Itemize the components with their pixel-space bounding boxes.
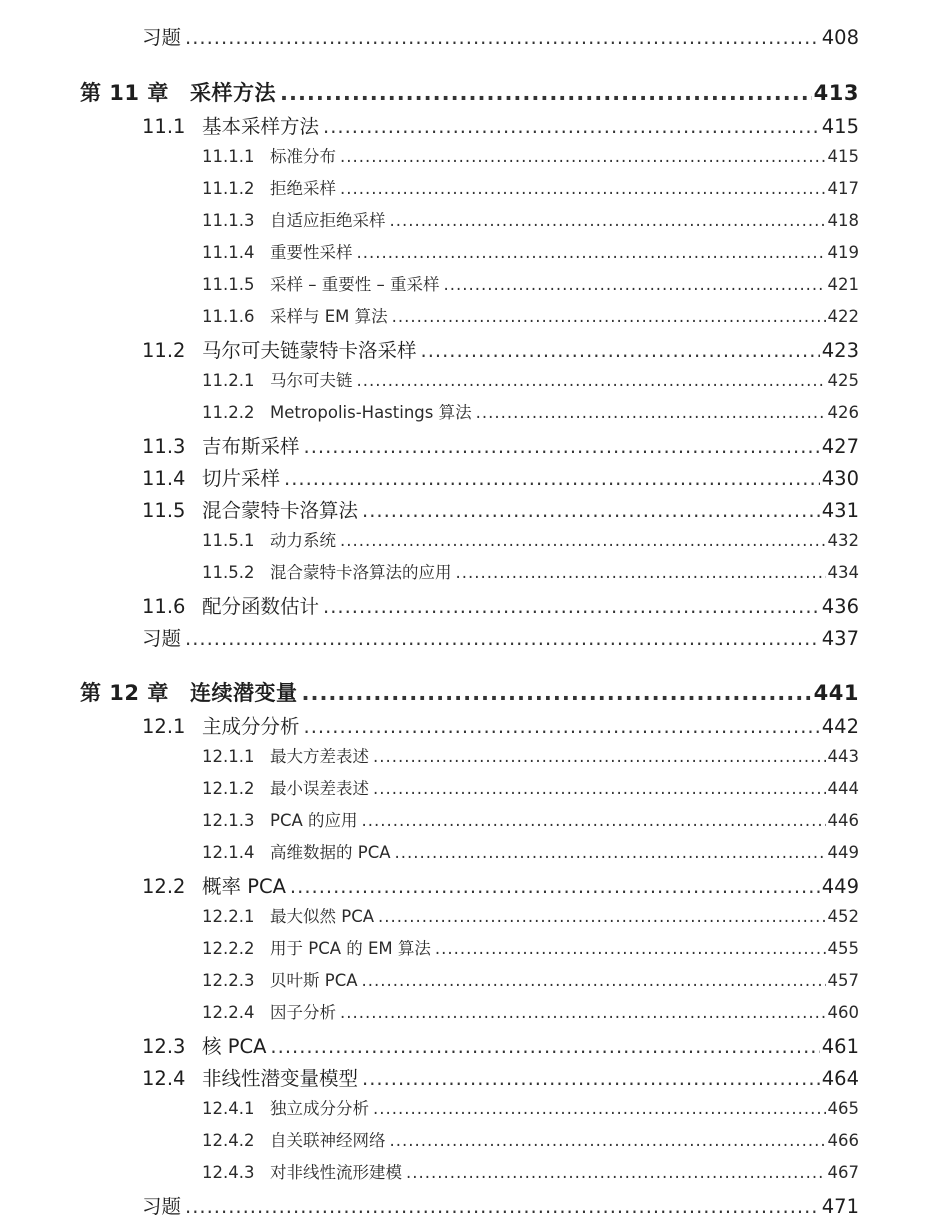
toc-entry-number: 12.2.2 [202, 939, 255, 958]
toc-entry-page: 460 [827, 1003, 859, 1022]
toc-entry-number: 12.1 [142, 715, 186, 738]
dot-leader [340, 147, 826, 166]
dot-leader [323, 115, 820, 138]
toc-entry-title: 混合蒙特卡洛算法的应用 [270, 563, 452, 582]
toc-entry-number: 12.1.1 [202, 747, 255, 766]
toc-entry-title: 切片采样 [202, 467, 281, 490]
toc-entry-page: 418 [827, 211, 859, 230]
dot-leader [362, 971, 826, 990]
dot-leader [373, 747, 826, 766]
dot-leader [340, 1003, 826, 1022]
toc-entry-number: 12.1.4 [202, 843, 255, 862]
toc-entry[interactable] [202, 303, 859, 327]
dot-leader [395, 843, 826, 862]
dot-leader [304, 435, 820, 458]
toc-entry-page: 455 [827, 939, 859, 958]
toc-chapter[interactable] [80, 677, 859, 707]
toc-entry-title: 概率 PCA [202, 875, 286, 898]
toc-entry-title: 习题 [142, 1195, 182, 1218]
toc-entry-page: 431 [821, 499, 859, 522]
toc-entry-page: 413 [813, 81, 859, 105]
toc-entry-title: 动力系统 [270, 531, 336, 550]
toc-entry-page: 464 [821, 1067, 859, 1090]
toc-entry-title: 主成分分析 [202, 715, 300, 738]
toc-entry-page: 436 [821, 595, 859, 618]
toc-entry-page: 446 [827, 811, 859, 830]
dot-leader [185, 627, 820, 650]
toc-entry-page: 449 [827, 843, 859, 862]
toc-entry[interactable] [202, 239, 859, 263]
toc-entry-page: 441 [813, 681, 859, 705]
toc-entry-title: 连续潜变量 [190, 681, 298, 705]
toc-entry[interactable] [202, 1159, 859, 1183]
dot-leader [357, 243, 826, 262]
toc-entry-number: 11.1.2 [202, 179, 255, 198]
dot-leader [280, 81, 812, 105]
toc-exercises[interactable] [142, 623, 859, 651]
toc-entry-title: 基本采样方法 [202, 115, 320, 138]
dot-leader [362, 1067, 820, 1090]
toc-entry-page: 415 [821, 115, 859, 138]
toc-entry-number: 12.4.1 [202, 1099, 255, 1118]
toc-entry[interactable] [202, 935, 859, 959]
toc-entry-number: 11.3 [142, 435, 186, 458]
dot-leader [284, 467, 820, 490]
toc-entry-number: 11.1.1 [202, 147, 255, 166]
toc-entry-title: 吉布斯采样 [202, 435, 300, 458]
toc-entry-title: 马尔可夫链蒙特卡洛采样 [202, 339, 417, 362]
toc-entry-title: 高维数据的 PCA [270, 843, 391, 862]
toc-entry-number: 11.2.1 [202, 371, 255, 390]
toc-entry-title: PCA 的应用 [270, 811, 358, 830]
dot-leader [290, 875, 820, 898]
toc-entry[interactable] [202, 1127, 859, 1151]
dot-leader [185, 1195, 820, 1218]
toc-entry[interactable] [202, 559, 859, 583]
toc-entry-title: 习题 [142, 627, 182, 650]
toc-entry[interactable] [142, 1063, 859, 1091]
toc-entry[interactable] [202, 143, 859, 167]
toc-entry-title: 混合蒙特卡洛算法 [202, 499, 359, 522]
toc-entry-page: 466 [827, 1131, 859, 1150]
dot-leader [476, 403, 826, 422]
toc-entry-title: 拒绝采样 [270, 179, 336, 198]
toc-entry-page: 432 [827, 531, 859, 550]
toc-entry-title: 习题 [142, 26, 182, 49]
toc-entry-number: 12.4 [142, 1067, 186, 1090]
toc-entry-title: 重要性采样 [270, 243, 353, 262]
dot-leader [270, 1035, 819, 1058]
toc-entry-page: 425 [827, 371, 859, 390]
toc-entry-page: 457 [827, 971, 859, 990]
toc-entry[interactable] [202, 175, 859, 199]
toc-entry[interactable] [202, 839, 859, 863]
toc-entry-number: 12.2 [142, 875, 186, 898]
toc-entry-number: 11.1.4 [202, 243, 255, 262]
toc-entry-number: 11.2 [142, 339, 186, 362]
dot-leader [443, 275, 825, 294]
dot-leader [421, 339, 820, 362]
toc-entry[interactable] [202, 399, 859, 423]
toc-entry-page: 437 [821, 627, 859, 650]
toc-entry[interactable] [142, 871, 859, 899]
toc-entry-page: 465 [827, 1099, 859, 1118]
toc-entry-number: 12.2.4 [202, 1003, 255, 1022]
toc-entry-page: 415 [827, 147, 859, 166]
dot-leader [392, 307, 826, 326]
toc-entry[interactable] [142, 111, 859, 139]
toc-entry-number: 12.2.1 [202, 907, 255, 926]
toc-entry[interactable] [202, 967, 859, 991]
toc-entry-title: 采样 – 重要性 – 重采样 [270, 275, 440, 294]
toc-entry-number: 11.6 [142, 595, 186, 618]
toc-entry-number: 12.4.3 [202, 1163, 255, 1182]
toc-entry-page: 427 [821, 435, 859, 458]
toc-entry-number: 11.5 [142, 499, 186, 522]
toc-entry-title: 最大似然 PCA [270, 907, 375, 926]
toc-entry-page: 419 [827, 243, 859, 262]
dot-leader [456, 563, 826, 582]
toc-entry[interactable] [202, 743, 859, 767]
toc-entry-page: 443 [827, 747, 859, 766]
dot-leader [362, 811, 826, 830]
toc-entry-title: 采样与 EM 算法 [270, 307, 388, 326]
toc-entry[interactable] [142, 431, 859, 459]
toc-entry[interactable] [202, 999, 859, 1023]
toc-entry[interactable] [142, 591, 859, 619]
toc-chapter[interactable] [80, 77, 859, 107]
toc-entry-page: 430 [821, 467, 859, 490]
toc-entry-title: 核 PCA [202, 1035, 267, 1058]
dot-leader [390, 211, 826, 230]
toc-entry-number: 12.1.2 [202, 779, 255, 798]
toc-entry-number: 第 12 章 [80, 681, 169, 705]
toc-entry-number: 11.2.2 [202, 403, 255, 422]
toc-entry[interactable] [142, 1031, 859, 1059]
toc-entry-number: 11.5.1 [202, 531, 255, 550]
toc-entry-page: 444 [827, 779, 859, 798]
toc-entry-number: 11.1.6 [202, 307, 255, 326]
dot-leader [378, 907, 825, 926]
dot-leader [185, 26, 820, 49]
dot-leader [406, 1163, 826, 1182]
toc-entry-number: 11.1.5 [202, 275, 255, 294]
toc-exercises[interactable] [142, 1191, 859, 1219]
toc-entry-page: 442 [821, 715, 859, 738]
toc-entry[interactable] [142, 335, 859, 363]
toc-exercises[interactable] [142, 22, 859, 50]
toc-entry[interactable] [202, 807, 859, 831]
toc-entry-title: 标准分布 [270, 147, 336, 166]
toc-entry-page: 434 [827, 563, 859, 582]
toc-entry-number: 12.4.2 [202, 1131, 255, 1150]
toc-entry-title: 自适应拒绝采样 [270, 211, 386, 230]
toc-entry[interactable] [142, 495, 859, 523]
toc-entry-page: 461 [821, 1035, 859, 1058]
toc-entry-number: 第 11 章 [80, 81, 169, 105]
toc-entry[interactable] [142, 463, 859, 491]
toc-entry-page: 408 [821, 26, 859, 49]
dot-leader [373, 1099, 826, 1118]
toc-entry[interactable] [202, 775, 859, 799]
toc-entry-number: 11.1.3 [202, 211, 255, 230]
toc-entry[interactable] [202, 903, 859, 927]
dot-leader [357, 371, 826, 390]
toc-entry-title: 因子分析 [270, 1003, 336, 1022]
toc-entry-page: 452 [827, 907, 859, 926]
toc-entry-page: 417 [827, 179, 859, 198]
toc-entry-number: 11.4 [142, 467, 186, 490]
toc-entry-page: 471 [821, 1195, 859, 1218]
toc-entry-title: 贝叶斯 PCA [270, 971, 358, 990]
toc-entry[interactable] [202, 1095, 859, 1119]
toc-entry-title: 配分函数估计 [202, 595, 320, 618]
toc-entry-number: 11.5.2 [202, 563, 255, 582]
toc-entry-number: 12.1.3 [202, 811, 255, 830]
dot-leader [390, 1131, 826, 1150]
toc-entry[interactable] [202, 367, 859, 391]
toc-entry-page: 422 [827, 307, 859, 326]
dot-leader [362, 499, 820, 522]
toc-entry-title: 马尔可夫链 [270, 371, 353, 390]
toc-entry-number: 12.2.3 [202, 971, 255, 990]
toc-entry-title: 采样方法 [190, 81, 276, 105]
dot-leader [373, 779, 826, 798]
toc-entry-title: 最大方差表述 [270, 747, 369, 766]
toc-entry-title: 对非线性流形建模 [270, 1163, 402, 1182]
toc-entry[interactable] [202, 271, 859, 295]
dot-leader [302, 681, 812, 705]
toc-entry-title: Metropolis-Hastings 算法 [270, 403, 472, 422]
toc-entry-page: 449 [821, 875, 859, 898]
dot-leader [323, 595, 820, 618]
toc-entry[interactable] [142, 711, 859, 739]
toc-entry-page: 426 [827, 403, 859, 422]
toc-entry[interactable] [202, 207, 859, 231]
toc-entry-page: 467 [827, 1163, 859, 1182]
toc-entry-number: 11.1 [142, 115, 186, 138]
dot-leader [435, 939, 826, 958]
dot-leader [340, 531, 826, 550]
dot-leader [304, 715, 820, 738]
toc-entry-title: 最小误差表述 [270, 779, 369, 798]
toc-entry-title: 非线性潜变量模型 [202, 1067, 359, 1090]
toc-entry-title: 独立成分分析 [270, 1099, 369, 1118]
toc-entry[interactable] [202, 527, 859, 551]
toc-entry-title: 用于 PCA 的 EM 算法 [270, 939, 431, 958]
dot-leader [340, 179, 826, 198]
toc-entry-page: 423 [821, 339, 859, 362]
toc-entry-number: 12.3 [142, 1035, 186, 1058]
toc-entry-page: 421 [827, 275, 859, 294]
toc-entry-title: 自关联神经网络 [270, 1131, 386, 1150]
